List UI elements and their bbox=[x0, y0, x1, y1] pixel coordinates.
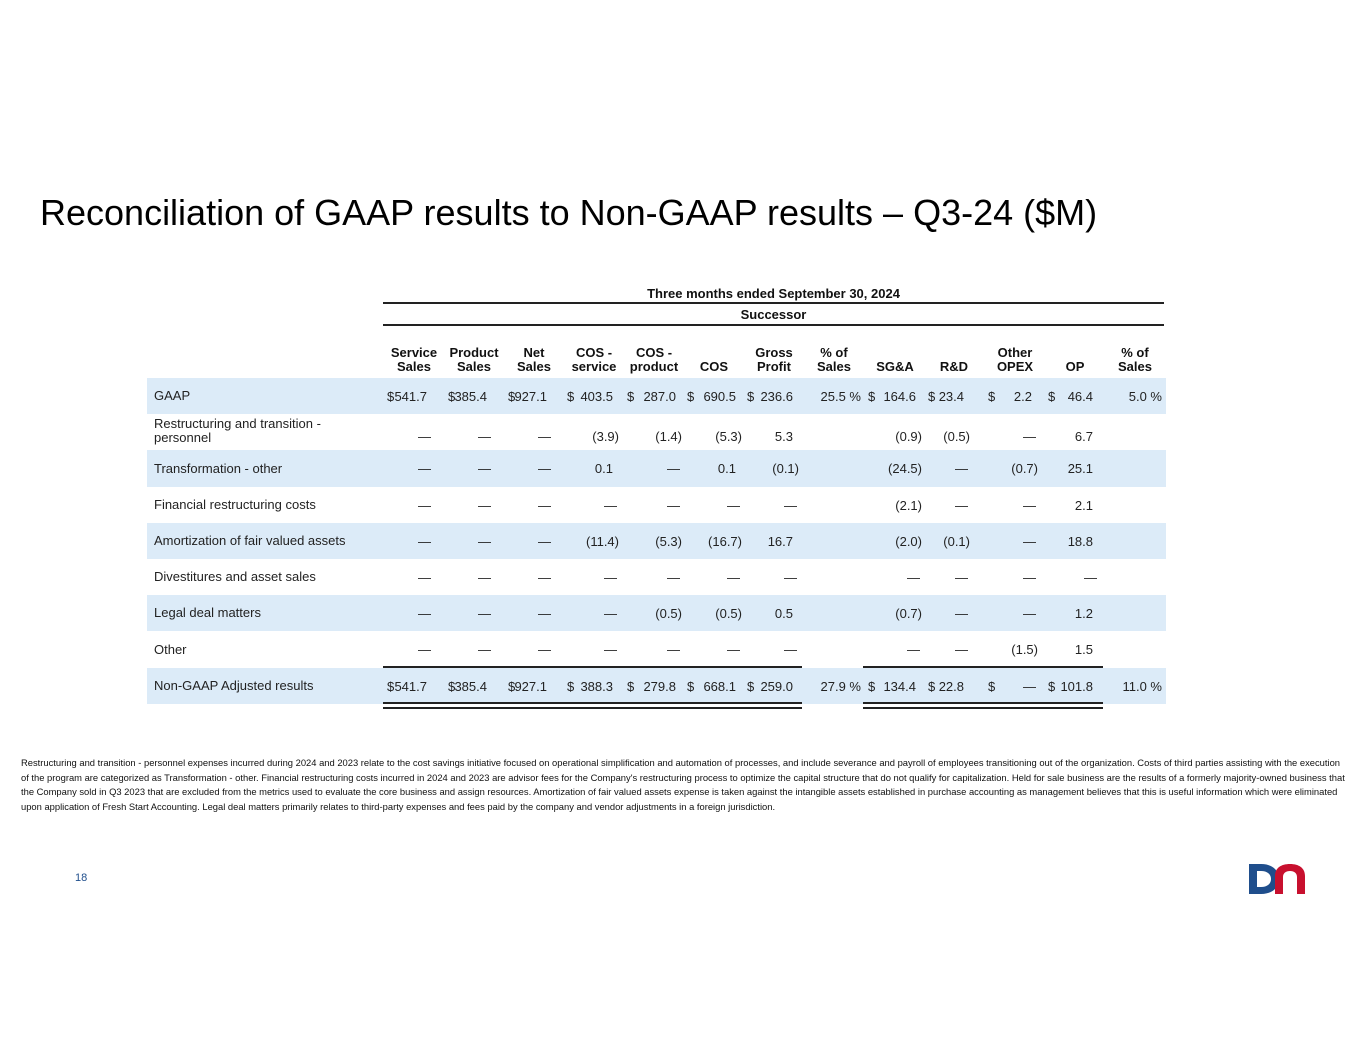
cell-gross-profit: — bbox=[784, 642, 797, 657]
cell-product-sales: 385.4 bbox=[454, 389, 487, 404]
subtotal-rule bbox=[863, 666, 1103, 668]
cell-cos: (16.7) bbox=[708, 534, 742, 549]
cell-sga: (0.9) bbox=[895, 429, 922, 444]
cell-rnd: — bbox=[955, 461, 968, 476]
cell-service-sales: — bbox=[418, 534, 431, 549]
dollar-sign: $ bbox=[988, 389, 996, 404]
dn-logo-icon bbox=[1247, 862, 1307, 896]
header-cos-service: COS - service bbox=[571, 345, 617, 374]
row-label: Amortization of fair valued assets bbox=[154, 533, 346, 548]
cell-service-sales: — bbox=[418, 498, 431, 513]
cell-cos: 690.5 bbox=[703, 389, 736, 404]
cell-cos-product: — bbox=[667, 461, 680, 476]
header-rnd: R&D bbox=[939, 359, 969, 374]
cell-sga: (0.7) bbox=[895, 606, 922, 621]
cell-gross-profit: 0.5 bbox=[774, 606, 793, 621]
cell-net-sales: 927.1 bbox=[514, 679, 547, 694]
dollar-sign: $ bbox=[868, 679, 876, 694]
table-row bbox=[147, 450, 1166, 487]
dollar-sign: $ bbox=[387, 389, 395, 404]
row-label: Other bbox=[154, 642, 187, 657]
cell-rnd: — bbox=[955, 570, 968, 585]
header-gross-profit: Gross Profit bbox=[755, 345, 793, 374]
cell-product-sales: — bbox=[478, 570, 491, 585]
cell-cos-service: — bbox=[604, 642, 617, 657]
caption-rule bbox=[383, 302, 1164, 304]
cell-service-sales: — bbox=[418, 606, 431, 621]
table-row bbox=[147, 414, 1166, 450]
cell-cos-product: (5.3) bbox=[655, 534, 682, 549]
cell-gp-pct-sales: 27.9 % bbox=[820, 679, 861, 694]
dollar-sign: $ bbox=[508, 679, 516, 694]
cell-other-opex: (1.5) bbox=[1011, 642, 1038, 657]
cell-product-sales: — bbox=[478, 461, 491, 476]
cell-cos-service: (3.9) bbox=[592, 429, 619, 444]
row-label: Legal deal matters bbox=[154, 605, 261, 620]
cell-gross-profit: 5.3 bbox=[774, 429, 793, 444]
cell-service-sales: — bbox=[418, 429, 431, 444]
dollar-sign: $ bbox=[627, 679, 635, 694]
cell-net-sales: — bbox=[538, 606, 551, 621]
cell-cos-service: 388.3 bbox=[580, 679, 613, 694]
cell-cos: (0.5) bbox=[715, 606, 742, 621]
cell-other-opex: — bbox=[1023, 679, 1036, 694]
dollar-sign: $ bbox=[567, 679, 575, 694]
cell-product-sales: — bbox=[478, 498, 491, 513]
table-caption: Three months ended September 30, 2024 bbox=[647, 286, 900, 301]
cell-cos-product: — bbox=[667, 498, 680, 513]
cell-gross-profit: 16.7 bbox=[767, 534, 793, 549]
cell-service-sales: — bbox=[418, 642, 431, 657]
cell-net-sales: — bbox=[538, 642, 551, 657]
cell-rnd: (0.1) bbox=[943, 534, 970, 549]
dollar-sign: $ bbox=[508, 389, 516, 404]
cell-service-sales: 541.7 bbox=[394, 389, 427, 404]
dollar-sign: $ bbox=[1048, 389, 1056, 404]
table-row bbox=[147, 631, 1166, 668]
total-double-rule bbox=[383, 702, 802, 709]
cell-op: 2.1 bbox=[1074, 498, 1093, 513]
cell-gp-pct-sales: 25.5 % bbox=[820, 389, 861, 404]
cell-other-opex: 2.2 bbox=[1013, 389, 1032, 404]
cell-rnd: (0.5) bbox=[943, 429, 970, 444]
cell-service-sales: — bbox=[418, 570, 431, 585]
header-op-pct-sales: % of Sales bbox=[1118, 345, 1152, 374]
dollar-sign: $ bbox=[988, 679, 996, 694]
cell-other-opex: (0.7) bbox=[1011, 461, 1038, 476]
cell-op: 1.2 bbox=[1074, 606, 1093, 621]
cell-op-pct-sales: 11.0 % bbox=[1122, 679, 1162, 694]
cell-op: — bbox=[1084, 570, 1097, 585]
page-title: Reconciliation of GAAP results to Non-GAAP results – Q3-24 ($M) bbox=[40, 192, 1098, 233]
cell-gross-profit: — bbox=[784, 570, 797, 585]
dollar-sign: $ bbox=[928, 679, 936, 694]
cell-cos-product: — bbox=[667, 570, 680, 585]
page-number: 18 bbox=[75, 872, 88, 884]
row-label: GAAP bbox=[154, 388, 191, 403]
cell-op: 46.4 bbox=[1067, 389, 1093, 404]
cell-cos-product: (1.4) bbox=[655, 429, 682, 444]
cell-product-sales: — bbox=[478, 534, 491, 549]
cell-cos: — bbox=[727, 570, 740, 585]
row-label: Divestitures and asset sales bbox=[154, 569, 316, 584]
cell-rnd: — bbox=[955, 642, 968, 657]
cell-rnd: — bbox=[955, 606, 968, 621]
cell-other-opex: — bbox=[1023, 498, 1036, 513]
cell-cos-service: — bbox=[604, 570, 617, 585]
cell-gross-profit: (0.1) bbox=[772, 461, 799, 476]
cell-sga: (24.5) bbox=[888, 461, 922, 476]
table-subcaption: Successor bbox=[740, 307, 807, 322]
cell-op-pct-sales: 5.0 % bbox=[1128, 389, 1162, 404]
dollar-sign: $ bbox=[567, 389, 575, 404]
cell-gross-profit: 259.0 bbox=[760, 679, 793, 694]
cell-cos: — bbox=[727, 642, 740, 657]
cell-other-opex: — bbox=[1023, 534, 1036, 549]
cell-net-sales: — bbox=[538, 498, 551, 513]
cell-op: 18.8 bbox=[1067, 534, 1093, 549]
cell-rnd: — bbox=[955, 498, 968, 513]
footnote: Restructuring and transition - personnel expenses incurred during 2024 and 2023 relate to the cost savings initiative focused on operational simplification and automation of processes, and include severance and payroll of employees transitioning out of the organization. Costs of third parties assisting with the execution of the program are categorized as Transformation - other. Financial restructuring costs incurred in 2024 and 2023 are advisor fees for the Company's restructuring process to optimize the capital structure that do not qualify for capitalization. Held for sale business are the results of a formerly majority-owned business that the Company sold in Q3 2023 that are excluded from the metrics used to evaluate the core business and assign resources. Amortization of fair valued assets expense is taken against the intangible assets established in purchase accounting as management believes that this is useful information which were eliminated upon application of Fresh Start Accounting. Legal deal matters primarily relates to third-party expenses and fees paid by the company and vendor adjustments in a foreign jurisdiction. bbox=[21, 757, 1345, 812]
cell-cos: 668.1 bbox=[703, 679, 736, 694]
total-double-rule bbox=[863, 702, 1103, 709]
header-other-opex: Other OPEX bbox=[996, 345, 1034, 374]
table-header-row bbox=[147, 346, 1166, 378]
cell-net-sales: — bbox=[538, 429, 551, 444]
cell-cos-product: — bbox=[667, 642, 680, 657]
cell-cos: (5.3) bbox=[715, 429, 742, 444]
header-cos: COS bbox=[699, 359, 729, 374]
dollar-sign: $ bbox=[747, 679, 755, 694]
dollar-sign: $ bbox=[928, 389, 936, 404]
table-row bbox=[147, 523, 1166, 559]
header-service-sales: Service Sales bbox=[390, 345, 438, 374]
row-label: Non-GAAP Adjusted results bbox=[154, 678, 314, 693]
header-cos-product: COS - product bbox=[629, 345, 679, 374]
cell-cos-product: 287.0 bbox=[643, 389, 676, 404]
cell-cos-service: — bbox=[604, 498, 617, 513]
cell-cos-product: (0.5) bbox=[655, 606, 682, 621]
cell-cos-service: 0.1 bbox=[594, 461, 613, 476]
cell-other-opex: — bbox=[1023, 606, 1036, 621]
cell-other-opex: — bbox=[1023, 570, 1036, 585]
subcaption-rule bbox=[383, 324, 1164, 326]
cell-net-sales: — bbox=[538, 570, 551, 585]
cell-op: 1.5 bbox=[1074, 642, 1093, 657]
header-product-sales: Product Sales bbox=[449, 345, 499, 374]
dollar-sign: $ bbox=[1048, 679, 1056, 694]
table-row bbox=[147, 487, 1166, 523]
cell-service-sales: — bbox=[418, 461, 431, 476]
cell-sga: 134.4 bbox=[883, 679, 916, 694]
dollar-sign: $ bbox=[747, 389, 755, 404]
header-sga: SG&A bbox=[876, 359, 914, 374]
cell-sga: — bbox=[907, 642, 920, 657]
cell-other-opex: — bbox=[1023, 429, 1036, 444]
cell-op: 6.7 bbox=[1074, 429, 1093, 444]
dollar-sign: $ bbox=[387, 679, 395, 694]
cell-sga: (2.0) bbox=[895, 534, 922, 549]
dollar-sign: $ bbox=[868, 389, 876, 404]
cell-service-sales: 541.7 bbox=[394, 679, 427, 694]
cell-cos: 0.1 bbox=[717, 461, 736, 476]
table-row bbox=[147, 668, 1166, 704]
cell-sga: (2.1) bbox=[895, 498, 922, 513]
dollar-sign: $ bbox=[448, 679, 456, 694]
cell-sga: — bbox=[907, 570, 920, 585]
dollar-sign: $ bbox=[448, 389, 456, 404]
header-gp-pct-sales: % of Sales bbox=[817, 345, 851, 374]
header-op: OP bbox=[1065, 359, 1085, 374]
cell-product-sales: — bbox=[478, 429, 491, 444]
cell-cos: — bbox=[727, 498, 740, 513]
cell-product-sales: — bbox=[478, 642, 491, 657]
table-row bbox=[147, 595, 1166, 631]
cell-cos-service: — bbox=[604, 606, 617, 621]
row-label: Financial restructuring costs bbox=[154, 497, 316, 512]
dollar-sign: $ bbox=[687, 679, 695, 694]
subtotal-rule bbox=[383, 666, 802, 668]
cell-rnd: 23.4 bbox=[938, 389, 964, 404]
cell-net-sales: — bbox=[538, 461, 551, 476]
cell-product-sales: 385.4 bbox=[454, 679, 487, 694]
cell-gross-profit: — bbox=[784, 498, 797, 513]
cell-rnd: 22.8 bbox=[938, 679, 964, 694]
cell-op: 25.1 bbox=[1067, 461, 1093, 476]
dollar-sign: $ bbox=[627, 389, 635, 404]
row-label: Transformation - other bbox=[154, 461, 283, 476]
table-row bbox=[147, 378, 1166, 414]
cell-gross-profit: 236.6 bbox=[760, 389, 793, 404]
cell-cos-service: (11.4) bbox=[586, 534, 619, 549]
cell-cos-service: 403.5 bbox=[580, 389, 613, 404]
cell-product-sales: — bbox=[478, 606, 491, 621]
header-net-sales: Net Sales bbox=[517, 345, 551, 374]
table-row bbox=[147, 559, 1166, 595]
cell-cos-product: 279.8 bbox=[643, 679, 676, 694]
cell-net-sales: 927.1 bbox=[514, 389, 547, 404]
dollar-sign: $ bbox=[687, 389, 695, 404]
row-label: Restructuring and transition - personnel bbox=[154, 416, 321, 445]
cell-sga: 164.6 bbox=[883, 389, 916, 404]
cell-op: 101.8 bbox=[1060, 679, 1093, 694]
cell-net-sales: — bbox=[538, 534, 551, 549]
